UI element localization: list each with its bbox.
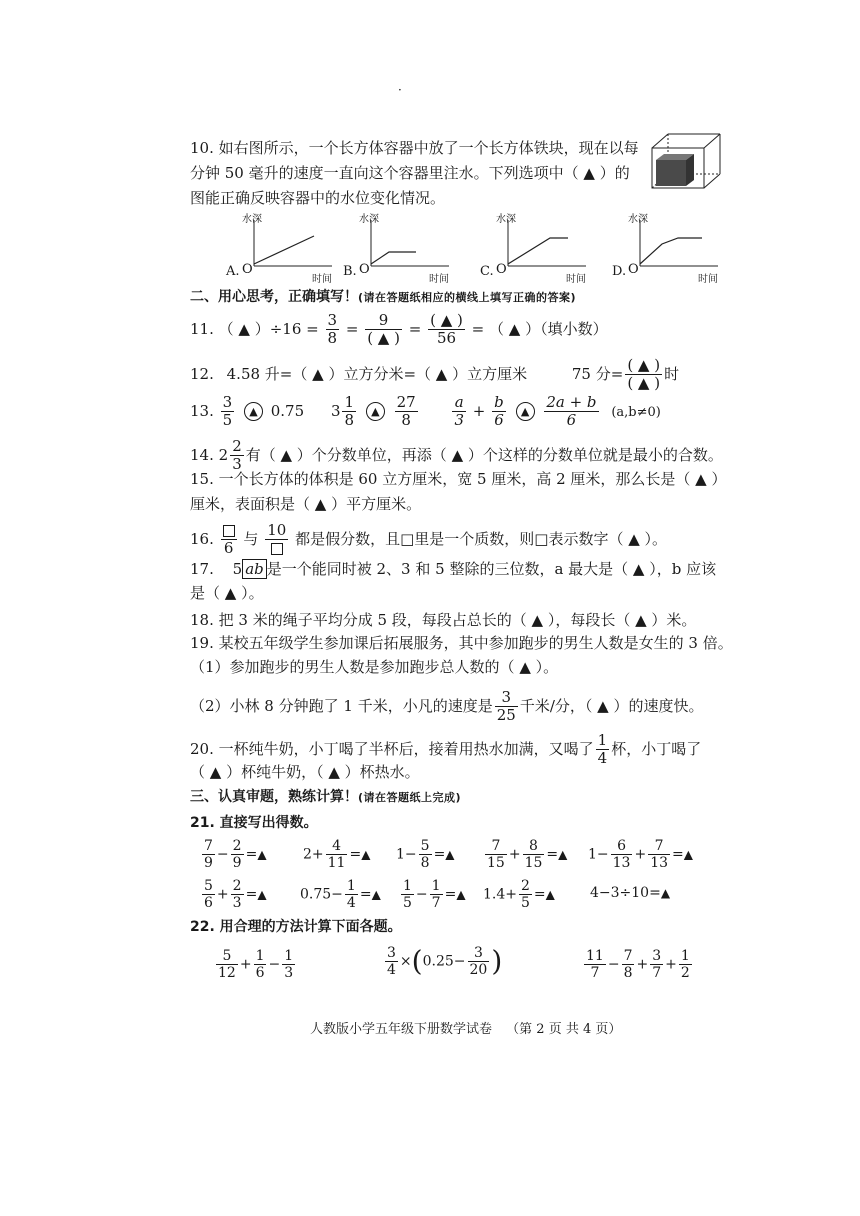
q13-circle2: ▲ — [366, 402, 385, 421]
q20-b: 杯，小丁喝了 — [611, 739, 702, 758]
section2-header — [190, 290, 576, 304]
q13-frac1: $\frac{3}{5}$ — [222, 393, 233, 430]
q14-frac: $\frac{2}{3}$ — [232, 437, 242, 474]
q12 — [190, 357, 679, 393]
q13-plus: + — [472, 401, 486, 420]
footer-text: 人教版小学五年级下册数学试卷 — [310, 1022, 493, 1037]
q21-r2c3: $\frac{1}{5}$ − $\frac{1}{7}$ =▲ — [403, 878, 466, 912]
section3-note: (请在答题纸上完成) — [358, 791, 462, 804]
water-level-line — [254, 236, 314, 264]
origin-label: O — [628, 262, 639, 277]
q13-v1: 0.75 — [270, 401, 305, 420]
q14-num: 14. — [190, 445, 214, 464]
section3-title: 三、认真审题，熟练计算！ — [190, 789, 358, 805]
q17-line1 — [190, 562, 716, 577]
q10-line3: 图能正确反映容器中的水位变化情况。 — [190, 189, 446, 207]
q13-frac4: $\frac{a}{3}$ — [454, 393, 465, 430]
origin-label: O — [359, 262, 370, 277]
q17-boxed: ab — [242, 559, 267, 579]
x-axis-label: 时间 — [429, 274, 449, 285]
q19-frac: $\frac{3}{25}$ — [496, 688, 516, 725]
q21-r1c4: $\frac{7}{15}$ + $\frac{8}{15}$ =▲ — [487, 838, 568, 872]
q10-line2: 分钟 50 毫升的速度一直向这个容器里注水。下列选项中（ ▲ ）的 — [190, 164, 630, 182]
q13-num: 13. — [190, 401, 214, 420]
q13 — [190, 394, 661, 430]
water-level-line — [640, 238, 702, 264]
q11-eq: = — [345, 319, 359, 338]
q21-title: 21. 直接写出得数。 — [190, 815, 318, 831]
option-graph-2 — [343, 214, 455, 285]
y-axis-label: 水深 — [628, 214, 648, 225]
q21-row1: $\frac{7}{9}$ − $\frac{2}{9}$ =▲ — [204, 838, 267, 872]
x-axis-label: 时间 — [312, 274, 332, 285]
q15-line2: 厘米，表面积是（ ▲ ）平方厘米。 — [190, 495, 422, 513]
q12-text: 4.58 升=（ ▲ ）立方分米=（ ▲ ）立方厘米 — [226, 364, 528, 383]
q22-c1: $\frac{5}{12}$ + $\frac{1}{6}$ − $\frac{1}{3}$ — [218, 948, 294, 982]
container-block-diagram — [648, 130, 724, 192]
q11-tail: = （ ▲ ）（填小数） — [471, 319, 608, 338]
q22-c2: $\frac{3}{4}$ ×(0.25− $\frac{3}{20}$ ) — [387, 944, 503, 979]
q17-line2: 是（ ▲ ）。 — [190, 584, 264, 602]
q16-num: 16. — [190, 529, 214, 548]
q14-text: 有（ ▲ ）个分数单位，再添（ ▲ ）个这样的分数单位就是最小的合数。 — [245, 445, 723, 464]
q13-frac6: $\frac{2a + b}{6}$ — [546, 393, 597, 430]
q11-frac2: $\frac{9}{( ▲ )}$ — [367, 311, 400, 348]
option-graph-1 — [226, 214, 338, 285]
section3-header — [190, 790, 461, 804]
section2-title: 二、用心思考，正确填写！ — [190, 289, 358, 305]
q21-r1c2: 2+ $\frac{4}{11}$ =▲ — [303, 838, 371, 872]
page-dot: · — [398, 83, 402, 97]
q21-r2c2: 0.75− $\frac{1}{4}$ =▲ — [300, 878, 381, 912]
q12-frac: $\frac{( ▲ )}{( ▲ )}$ — [627, 356, 661, 393]
q13-frac2: $\frac{1}{8}$ — [344, 393, 355, 430]
option-letter: D. — [612, 264, 627, 279]
q17-num: 17. — [190, 560, 214, 578]
q16-mid: 与 — [243, 529, 259, 548]
q11: 11. （ ▲ ）÷16 = $\frac{3}{8}$ = $\frac{9}{( ▲ )}$ = $\frac{( ▲ )}{56}$ = （ ▲ ）（填小数） — [190, 311, 608, 348]
origin-label: O — [242, 262, 253, 277]
q11-num: 11. — [190, 319, 214, 338]
q12-b: 75 分= — [571, 364, 624, 383]
q19-sub2a: （2）小林 8 分钟跑了 1 千米，小凡的速度是 — [190, 696, 493, 715]
q11-frac1: $\frac{3}{8}$ — [327, 311, 338, 348]
q12-num: 12. — [190, 364, 214, 383]
q21-r2c4: 1.4+ $\frac{2}{5}$ =▲ — [483, 878, 555, 912]
q16-frac2: 10 — [265, 522, 288, 558]
footer — [310, 1023, 621, 1036]
q21-r1c3: 1− $\frac{5}{8}$ =▲ — [396, 838, 455, 872]
q16-frac1: 6 — [221, 522, 237, 558]
q11-a: （ ▲ ）÷16 = — [218, 319, 319, 338]
q13-cond: (a,b≠0) — [611, 404, 661, 420]
q12-unit: 时 — [664, 364, 680, 383]
q14 — [190, 438, 723, 474]
y-axis-label: 水深 — [359, 214, 379, 225]
origin-label: O — [496, 262, 507, 277]
q21-r2c1: $\frac{5}{6}$ + $\frac{2}{3}$ =▲ — [204, 878, 267, 912]
water-level-line — [371, 252, 416, 264]
option-letter: C. — [480, 264, 494, 279]
q13-frac5: $\frac{b}{6}$ — [494, 393, 504, 430]
q13-circle3: ▲ — [516, 402, 535, 421]
q19: 19. 某校五年级学生参加课后拓展服务，其中参加跑步的男生人数是女生的 3 倍。 — [190, 634, 733, 652]
option-graph-3 — [480, 214, 592, 285]
q19-sub2 — [190, 689, 703, 725]
q13-frac3: $\frac{27}{8}$ — [396, 393, 416, 430]
x-axis-label: 时间 — [698, 274, 718, 285]
q17-pre: 5 — [232, 560, 243, 578]
section2-note: (请在答题纸相应的横线上填写正确的答案) — [358, 291, 577, 304]
q21-r1c5: 1− $\frac{6}{13}$ + $\frac{7}{13}$ =▲ — [588, 838, 693, 872]
water-level-line — [508, 238, 568, 264]
q21-r2c5: 4−3÷10=▲ — [590, 885, 671, 901]
q20-a: 20. 一杯纯牛奶，小丁喝了半杯后，接着用热水加满，又喝了 — [190, 739, 594, 758]
q15-line1: 15. 一个长方体的体积是 60 立方厘米，宽 5 厘米，高 2 厘米，那么长是（ ▲ ） — [190, 470, 727, 488]
x-axis-label: 时间 — [566, 274, 586, 285]
q16 — [190, 522, 667, 558]
q10-line1: 10. 如右图所示，一个长方体容器中放了一个长方体铁块，现在以每 — [190, 139, 639, 157]
q20-line2: （ ▲ ）杯纯牛奶，（ ▲ ）杯热水。 — [190, 763, 420, 781]
y-axis-label: 水深 — [242, 214, 262, 225]
q18: 18. 把 3 米的绳子平均分成 5 段，每段占总长的（ ▲ ），每段长（ ▲ ）米。 — [190, 611, 697, 629]
q13-circle1: ▲ — [244, 402, 263, 421]
q22-title: 22. 用合理的方法计算下面各题。 — [190, 919, 402, 935]
y-axis-label: 水深 — [496, 214, 516, 225]
q19-sub2b: 千米/分，（ ▲ ）的速度快。 — [519, 696, 704, 715]
q11-frac3: $\frac{( ▲ )}{56}$ — [430, 311, 463, 348]
option-letter: B. — [343, 264, 357, 279]
option-graph-4 — [612, 214, 724, 285]
q20-frac: $\frac{1}{4}$ — [597, 731, 608, 768]
q16-text: 都是假分数，且□里是一个质数，则□表示数字（ ▲ ）。 — [295, 529, 668, 548]
q13-whole2: 3 — [330, 401, 341, 420]
q22-c3: $\frac{11}{7}$ − $\frac{7}{8}$ + $\frac{3}{7}$ + $\frac{1}{2}$ — [586, 948, 690, 982]
q19-sub1: （1）参加跑步的男生人数是参加跑步总人数的（ ▲ ）。 — [190, 658, 559, 676]
q17-text: 是一个能同时被 2、3 和 5 整除的三位数，a 最大是（ ▲ ），b 应该 — [266, 560, 717, 578]
option-letter: A. — [226, 264, 240, 279]
q14-whole: 2 — [218, 445, 229, 464]
footer-page: （第 2 页 共 4 页） — [506, 1022, 622, 1037]
